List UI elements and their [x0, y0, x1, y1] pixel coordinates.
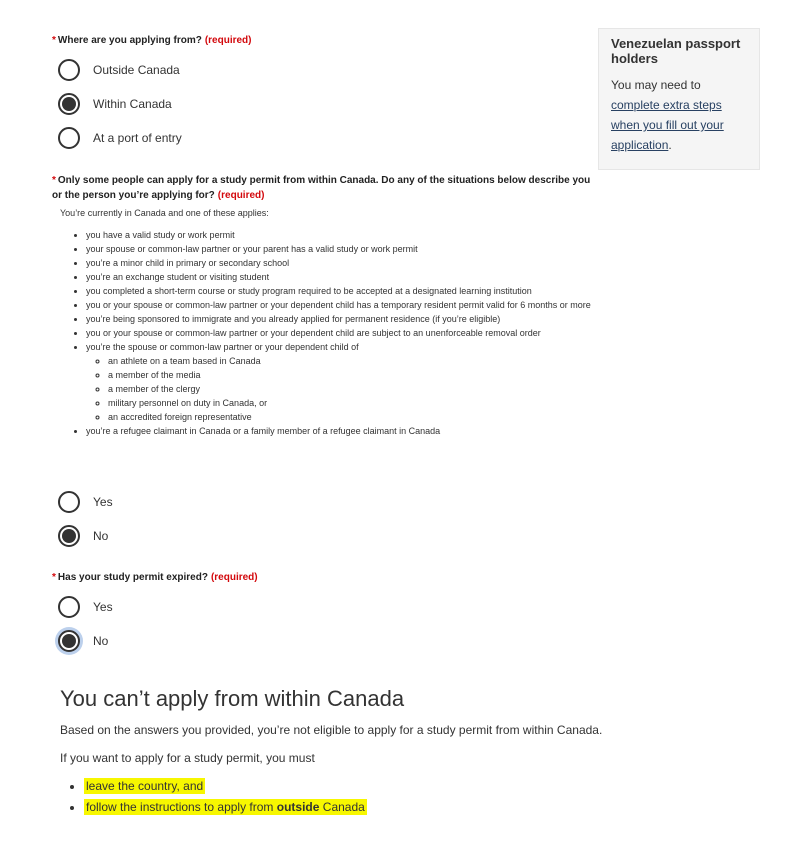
sub-list-item: ◦ an athlete on a team based in Canada	[108, 354, 626, 368]
radio-expired-yes[interactable]	[58, 593, 113, 621]
question-text: Has your study permit expired?	[57, 572, 208, 583]
required-tag: (required)	[210, 572, 258, 583]
notice-title: Venezuelan passport holders	[611, 36, 741, 66]
question-text: Where are you applying from?	[57, 35, 202, 46]
radio-label: Yes	[93, 600, 113, 614]
radio-circle[interactable]	[58, 596, 80, 618]
sub-list-item: ◦ a member of the clergy	[108, 382, 626, 396]
radio-circle[interactable]	[58, 525, 80, 547]
radio-expired-no[interactable]	[58, 627, 108, 655]
question-text: Only some people can apply for a study permit from within Canada. Do any of the situations below describe you or the person you’re applying for?	[52, 175, 591, 201]
radio-circle[interactable]	[58, 93, 80, 115]
list-item: • you completed a short-term course or study program required to be accepted at a designated learning institution	[86, 284, 626, 298]
step-apply-outside	[84, 797, 367, 818]
required-tag: (required)	[204, 35, 252, 46]
list-item-text: you’re the spouse or common-law partner or your dependent child of	[86, 342, 359, 352]
radio-circle[interactable]	[58, 491, 80, 513]
result-explanation: Based on the answers you provided, you’re not eligible to apply for a study permit from within Canada.	[60, 723, 603, 737]
list-item: • you have a valid study or work permit	[86, 228, 626, 242]
notice-text	[611, 75, 747, 155]
question-situations-label	[52, 173, 597, 203]
step-leave-country	[84, 776, 367, 797]
radio-within-canada[interactable]	[58, 90, 172, 118]
situations-intro: You’re currently in Canada and one of these applies:	[60, 208, 269, 218]
radio-outside-canada[interactable]	[58, 56, 180, 84]
venezuelan-passport-notice	[598, 28, 760, 170]
question-expired-label	[52, 570, 258, 585]
step-text-before: follow the instructions to apply from	[86, 800, 277, 814]
required-star: *	[52, 175, 56, 186]
radio-label: At a port of entry	[93, 131, 182, 145]
list-item: • your spouse or common-law partner or your parent has a valid study or work permit	[86, 242, 626, 256]
radio-label: Within Canada	[93, 97, 172, 111]
step-text-after: Canada	[319, 800, 365, 814]
required-star: *	[52, 35, 56, 46]
extra-steps-link[interactable]: complete extra steps when you fill out your application	[611, 98, 724, 152]
radio-label: Yes	[93, 495, 113, 509]
radio-circle[interactable]	[58, 127, 80, 149]
radio-port-of-entry[interactable]	[58, 124, 182, 152]
list-item: • you’re a minor child in primary or secondary school	[86, 256, 626, 270]
list-item: • you’re a refugee claimant in Canada or a family member of a refugee claimant in Canada	[86, 424, 626, 438]
result-heading: You can’t apply from within Canada	[60, 686, 405, 711]
required-star: *	[52, 572, 56, 583]
notice-text-before: You may need to	[611, 78, 701, 92]
list-item-with-sublist	[86, 340, 626, 424]
required-tag: (required)	[217, 190, 265, 201]
radio-label: No	[93, 634, 109, 648]
question-location-label	[52, 33, 252, 48]
list-item: • you’re being sponsored to immigrate and you already applied for permanent residence (if you’re eligible)	[86, 312, 626, 326]
sub-list-item: ◦ an accredited foreign representative	[108, 410, 626, 424]
sub-list	[86, 354, 626, 424]
highlighted-text	[84, 799, 367, 815]
radio-circle[interactable]	[58, 59, 80, 81]
highlighted-text: leave the country, and	[86, 779, 204, 793]
radio-label: No	[93, 529, 109, 543]
notice-text-after: .	[668, 138, 672, 152]
sub-list-item: ◦ military personnel on duty in Canada, or	[108, 396, 626, 410]
situations-list	[60, 228, 626, 438]
list-item: • you or your spouse or common-law partner or your dependent child are subject to an unenforceable removal order	[86, 326, 626, 340]
sub-list-item: ◦ a member of the media	[108, 368, 626, 382]
result-instruction: If you want to apply for a study permit, you must	[60, 751, 315, 765]
radio-situations-no[interactable]	[58, 522, 108, 550]
result-steps	[60, 776, 367, 818]
radio-situations-yes[interactable]	[58, 488, 113, 516]
list-item: • you’re an exchange student or visiting student	[86, 270, 626, 284]
list-item: • you or your spouse or common-law partner or your dependent child has a temporary resident permit valid for 6 months or more	[86, 298, 626, 312]
radio-circle[interactable]	[58, 630, 80, 652]
radio-label: Outside Canada	[93, 63, 180, 77]
step-text-bold: outside	[276, 800, 320, 814]
